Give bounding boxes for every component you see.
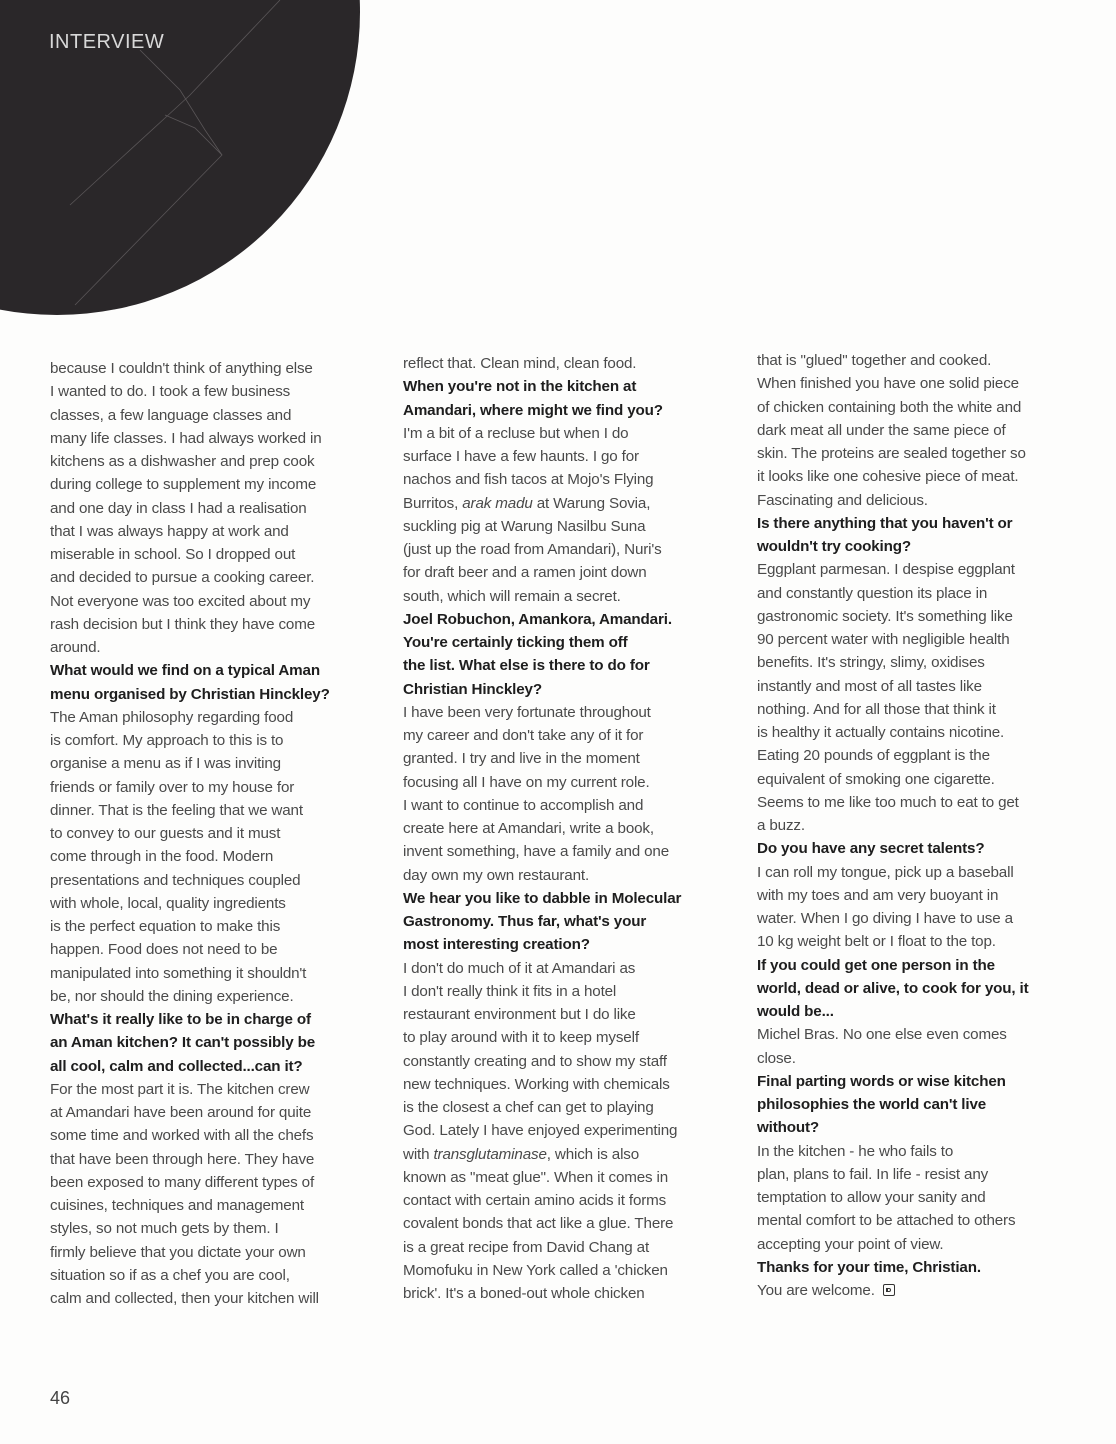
text-line: Do you have any secret talents? — [757, 840, 985, 858]
text-line: and decided to pursue a cooking career. — [50, 569, 315, 587]
text-line: philosophies the world can't live — [757, 1096, 987, 1113]
text-line: my career and don't take any of it for — [403, 727, 644, 744]
text-line: What would we find on a typical Aman — [50, 662, 320, 680]
text-line: For the most part it is. The kitchen crew — [50, 1080, 310, 1098]
text-line: without? — [757, 1119, 820, 1137]
text-line: cuisines, techniques and management — [50, 1197, 304, 1214]
text-line: situation so if as a chef you are cool, — [50, 1266, 290, 1284]
text-line: happen. Food does not need to be — [50, 941, 278, 959]
text-line: Gastronomy. Thus far, what's your — [403, 913, 647, 930]
text-line: to convey to our guests and it must — [50, 825, 281, 842]
answer — [757, 1279, 1102, 1302]
text-line: most interesting creation? — [403, 936, 590, 954]
text-line: been exposed to many different types of — [50, 1173, 315, 1191]
text-line: In the kitchen - he who fails to — [757, 1142, 954, 1160]
section-label: INTERVIEW — [49, 31, 165, 53]
text-line: We hear you like to dabble in Molecular — [403, 889, 682, 907]
answer — [50, 1078, 395, 1311]
question — [757, 837, 1102, 860]
text-line: create here at Amandari, write a book, — [403, 820, 654, 837]
text-line: God. Lately I have enjoyed experimenting — [403, 1122, 678, 1140]
text-line: come through in the food. Modern — [50, 848, 274, 866]
text-line: Joel Robuchon, Amankora, Amandari. — [403, 610, 672, 628]
text-line: water. When I go diving I have to use a — [757, 910, 1013, 927]
text-line: it looks like one cohesive piece of meat. — [757, 468, 1019, 486]
text-line: nachos and fish tacos at Mojo's Flying — [403, 471, 654, 489]
answer — [757, 1023, 1102, 1070]
text-line: is a great recipe from David Chang at — [403, 1238, 650, 1256]
text-line: known as "meat glue". When it comes in — [403, 1168, 669, 1186]
text-line: friends or family over to my house for — [50, 778, 295, 796]
text-line: suckling pig at Warung Nasilbu Suna — [403, 517, 646, 535]
text-line: that I was always happy at work and — [50, 522, 289, 540]
text-line: nothing. And for all those that think it — [757, 700, 996, 718]
question — [757, 954, 1102, 1024]
text-line: south, which will remain a secret. — [403, 587, 621, 605]
text-column-1 — [50, 357, 395, 1310]
text-line: around. — [50, 639, 101, 656]
text-line: Fascinating and delicious. — [757, 491, 928, 509]
text-line: classes, a few language classes and — [50, 406, 292, 424]
text-line: Eggplant parmesan. I despise eggplant — [757, 561, 1015, 579]
text-line: restaurant environment but I do like — [403, 1006, 636, 1023]
text-line: skin. The proteins are sealed together so — [757, 445, 1026, 462]
text-line: miserable in school. So I dropped out — [50, 546, 296, 563]
text-line: is healthy it actually contains nicotine. — [757, 724, 1005, 741]
text-column-2 — [403, 352, 748, 1305]
text-line: a buzz. — [757, 817, 805, 834]
text-line: 10 kg weight belt or I float to the top. — [757, 933, 996, 951]
italic-text: transglutaminase — [433, 1145, 547, 1163]
text-line: and one day in class I had a realisation — [50, 499, 307, 517]
text-line: Thanks for your time, Christian. — [757, 1258, 981, 1276]
text-line: kitchens as a dishwasher and prep cook — [50, 453, 315, 470]
text-line — [403, 492, 748, 515]
text-line: What's it really like to be in charge of — [50, 1011, 311, 1028]
text-line: world, dead or alive, to cook for you, it — [757, 979, 1029, 997]
text-line: because I couldn't think of anything else — [50, 360, 313, 377]
answer — [403, 957, 748, 1306]
text-line: contact with certain amino acids it forms — [403, 1192, 667, 1209]
text-line: You are welcome. — [757, 1279, 1102, 1302]
text-line: with whole, local, quality ingredients — [50, 894, 286, 912]
text-line: Eating 20 pounds of eggplant is the — [757, 747, 990, 765]
text-line: I wanted to do. I took a few business — [50, 383, 291, 401]
question — [403, 887, 748, 957]
answer — [403, 352, 748, 375]
italic-text: arak madu — [462, 494, 533, 512]
text-line: (just up the road from Amandari), Nuri's — [403, 541, 662, 558]
text-line: Momofuku in New York called a 'chicken — [403, 1261, 668, 1279]
text-line: rash decision but I think they have come — [50, 615, 315, 633]
text-line: When finished you have one solid piece — [757, 375, 1019, 393]
text-segment: at Warung Sovia, — [532, 494, 651, 512]
answer — [757, 1140, 1102, 1256]
text-line: many life classes. I had always worked in — [50, 429, 322, 447]
text-line: Seems to me like too much to eat to get — [757, 793, 1019, 811]
text-line: that is "glued" together and cooked. — [757, 352, 992, 369]
text-line: would be... — [757, 1003, 834, 1020]
text-line: presentations and techniques coupled — [50, 871, 301, 889]
text-line: temptation to allow your sanity and — [757, 1189, 986, 1206]
text-line: and constantly question its place in — [757, 584, 988, 602]
end-of-article-mark-icon — [883, 1284, 895, 1296]
answer — [403, 701, 748, 887]
text-line: firmly believe that you dictate your own — [50, 1243, 306, 1261]
text-line: dinner. That is the feeling that we want — [50, 801, 303, 819]
text-line: plan, plans to fail. In life - resist any — [757, 1165, 989, 1183]
text-segment: Burritos, — [403, 494, 463, 512]
question — [757, 1070, 1102, 1140]
text-line: equivalent of smoking one cigarette. — [757, 770, 995, 788]
text-line: focusing all I have on my current role. — [403, 773, 650, 791]
text-line: Final parting words or wise kitchen — [757, 1072, 1006, 1090]
answer — [403, 422, 748, 608]
text-line: benefits. It's stringy, slimy, oxidises — [757, 654, 985, 672]
page-number: 46 — [50, 1388, 71, 1408]
answer — [50, 706, 395, 1008]
text-line: gastronomic society. It's something like — [757, 607, 1013, 625]
text-line: I don't do much of it at Amandari as — [403, 959, 636, 977]
text-line: I want to continue to accomplish and — [403, 796, 644, 814]
text-line: that have been through here. They have — [50, 1150, 315, 1168]
text-line: mental comfort to be attached to others — [757, 1212, 1016, 1230]
text-line: I'm a bit of a recluse but when I do — [403, 424, 629, 442]
answer — [757, 349, 1102, 512]
text-line: dark meat all under the same piece of — [757, 421, 1006, 439]
text-line: I have been very fortunate throughout — [403, 703, 651, 721]
text-line: is comfort. My approach to this is to — [50, 732, 284, 749]
text-line: close. — [757, 1049, 796, 1067]
text-line: brick'. It's a boned-out whole chicken — [403, 1285, 645, 1302]
text-line: the list. What else is there to do for — [403, 657, 650, 675]
text-line: Christian Hinckley? — [403, 680, 542, 698]
text-line: with my toes and am very buoyant in — [757, 886, 999, 904]
question — [50, 1008, 395, 1078]
text-line: organise a menu as if I was inviting — [50, 755, 281, 773]
text-segment: , which is also — [546, 1145, 640, 1163]
text-line: I don't really think it fits in a hotel — [403, 982, 617, 1000]
text-line: accepting your point of view. — [757, 1235, 944, 1253]
text-line: surface I have a few haunts. I go for — [403, 448, 639, 465]
question — [757, 512, 1102, 559]
question — [403, 608, 748, 701]
text-line: at Amandari have been around for quite — [50, 1104, 312, 1121]
text-line: is the closest a chef can get to playing — [403, 1099, 654, 1116]
text-line: The Aman philosophy regarding food — [50, 708, 294, 726]
text-line: When you're not in the kitchen at — [403, 378, 637, 396]
text-line: during college to supplement my income — [50, 476, 317, 494]
text-line: You're certainly ticking them off — [403, 634, 628, 651]
text-line: some time and worked with all the chefs — [50, 1127, 314, 1145]
text-line: reflect that. Clean mind, clean food. — [403, 355, 637, 372]
answer — [757, 558, 1102, 837]
text-line: manipulated into something it shouldn't — [50, 964, 307, 982]
text-line: is the perfect equation to make this — [50, 918, 281, 935]
question — [403, 375, 748, 422]
text-line: I can roll my tongue, pick up a baseball — [757, 863, 1014, 881]
answer — [757, 861, 1102, 954]
text-line: constantly creating and to show my staff — [403, 1052, 667, 1070]
text-line — [403, 1143, 748, 1166]
text-line: an Aman kitchen? It can't possibly be — [50, 1034, 316, 1052]
text-line: invent something, have a family and one — [403, 843, 670, 861]
text-line: menu organised by Christian Hinckley? — [50, 685, 330, 703]
text-line: be, nor should the dining experience. — [50, 987, 294, 1005]
text-line: covalent bonds that act like a glue. There — [403, 1215, 674, 1233]
question — [757, 1256, 1102, 1279]
question — [50, 659, 395, 706]
text-line: new techniques. Working with chemicals — [403, 1075, 670, 1093]
text-line: styles, so not much gets by them. I — [50, 1220, 279, 1238]
text-line: of chicken containing both the white and — [757, 398, 1022, 416]
text-line: Not everyone was too excited about my — [50, 592, 311, 610]
text-line: to play around with it to keep myself — [403, 1029, 639, 1047]
text-segment: with — [403, 1145, 434, 1163]
text-line: Amandari, where might we find you? — [403, 401, 663, 419]
text-line: Is there anything that you haven't or — [757, 514, 1013, 532]
answer — [50, 357, 395, 659]
text-line: 90 percent water with negligible health — [757, 631, 1010, 648]
text-line: all cool, calm and collected...can it? — [50, 1057, 303, 1075]
text-line: calm and collected, then your kitchen will — [50, 1290, 319, 1307]
text-line: wouldn't try cooking? — [757, 538, 912, 555]
text-line: for draft beer and a ramen joint down — [403, 564, 647, 582]
text-line: granted. I try and live in the moment — [403, 750, 640, 768]
text-line: Michel Bras. No one else even comes — [757, 1026, 1007, 1044]
text-column-3 — [757, 349, 1102, 1302]
text-line: instantly and most of all tastes like — [757, 677, 982, 695]
text-line: If you could get one person in the — [757, 956, 995, 974]
text-line: day own my own restaurant. — [403, 866, 590, 884]
